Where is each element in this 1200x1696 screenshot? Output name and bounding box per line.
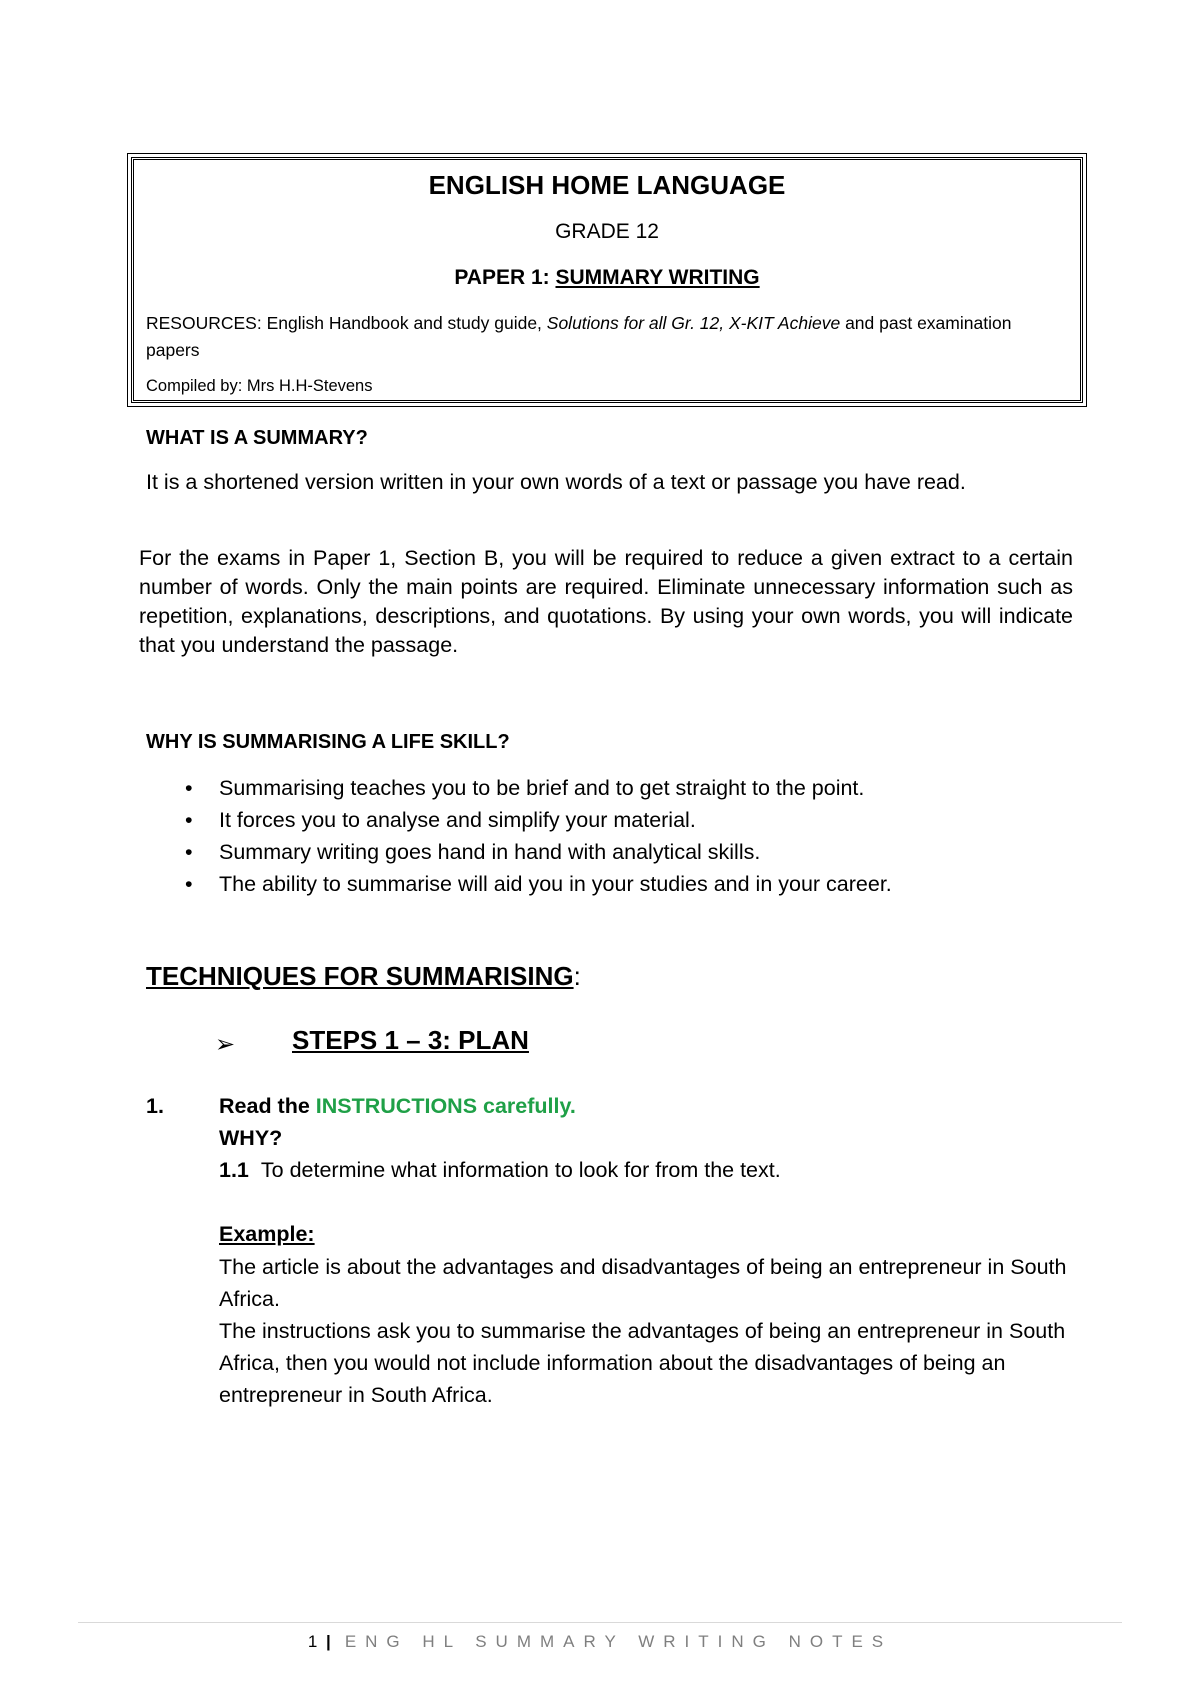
footer-title: ENG HL SUMMARY WRITING NOTES bbox=[344, 1632, 893, 1651]
bullet-icon: • bbox=[185, 872, 193, 896]
title-box bbox=[131, 157, 1083, 403]
list-item bbox=[185, 868, 892, 900]
example-text bbox=[219, 1251, 1079, 1411]
list-item-text: The ability to summarise will aid you in your studies and in your career. bbox=[219, 872, 892, 896]
why-label: WHY? bbox=[219, 1126, 283, 1150]
resources-books: Solutions for all Gr. 12, X-KIT Achieve bbox=[546, 313, 841, 333]
resources-prefix: RESOURCES: English Handbook and study guide, bbox=[146, 313, 547, 333]
step-instruction bbox=[219, 1094, 576, 1119]
example-label: Example: bbox=[219, 1222, 315, 1246]
sub-number: 1.1 bbox=[219, 1158, 249, 1182]
bullet-icon: • bbox=[185, 840, 193, 864]
exam-paragraph: For the exams in Paper 1, Section B, you will be required to reduce a given extract to a certain number of words. Only the main points are required. Eliminate unnecessary information such as repetition, explanations, descriptions, and quotations. By using your own words, you will indicate that you understand the passage. bbox=[139, 546, 1073, 657]
summary-definition: It is a shortened version written in your own words of a text or passage you have read. bbox=[146, 470, 966, 494]
resources-suffix: and past examination papers bbox=[146, 313, 1012, 360]
list-item bbox=[185, 836, 892, 868]
why-heading: WHY IS SUMMARISING A LIFE SKILL? bbox=[146, 731, 510, 753]
document-title: ENGLISH HOME LANGUAGE bbox=[428, 170, 786, 200]
paper-heading bbox=[134, 266, 1080, 290]
bullet-icon: • bbox=[185, 808, 193, 832]
instructions-highlight: INSTRUCTIONS carefully. bbox=[315, 1094, 576, 1118]
paper-prefix: PAPER 1: bbox=[454, 266, 556, 289]
sub-point bbox=[219, 1158, 781, 1183]
list-item-text: It forces you to analyse and simplify your material. bbox=[219, 808, 696, 832]
footer-separator: | bbox=[326, 1632, 331, 1651]
step-number: 1. bbox=[146, 1094, 164, 1118]
step-prefix: Read the bbox=[219, 1094, 316, 1118]
list-item bbox=[185, 772, 892, 804]
page-number: 1 bbox=[307, 1632, 318, 1651]
steps-heading: STEPS 1 – 3: PLAN bbox=[292, 1025, 529, 1055]
example-line-1: The article is about the advantages and disadvantages of being an entrepreneur in South Africa. bbox=[219, 1255, 1067, 1311]
example-line-2: The instructions ask you to summarise the advantages of being an entrepreneur in South Africa, then you would not include information about the disadvantages of being an entrepreneur in South Africa. bbox=[219, 1319, 1066, 1407]
sub-text: To determine what information to look for from the text. bbox=[260, 1158, 781, 1182]
techniques-heading bbox=[146, 961, 581, 992]
footer-divider bbox=[78, 1622, 1122, 1623]
life-skill-list bbox=[185, 772, 892, 900]
page-footer bbox=[0, 1632, 1200, 1652]
paper-topic: SUMMARY WRITING bbox=[555, 266, 760, 289]
what-heading: WHAT IS A SUMMARY? bbox=[146, 427, 368, 449]
compiled-by: Compiled by: Mrs H.H-Stevens bbox=[146, 377, 373, 395]
list-item bbox=[185, 804, 892, 836]
resources-text bbox=[146, 310, 1060, 364]
arrow-icon: ➢ bbox=[215, 1031, 236, 1058]
list-item-text: Summary writing goes hand in hand with analytical skills. bbox=[219, 840, 761, 864]
list-item-text: Summarising teaches you to be brief and to get straight to the point. bbox=[219, 776, 865, 800]
grade-label: GRADE 12 bbox=[555, 220, 659, 243]
techniques-colon: : bbox=[573, 961, 581, 991]
bullet-icon: • bbox=[185, 776, 193, 800]
techniques-heading-text: TECHNIQUES FOR SUMMARISING bbox=[146, 961, 574, 991]
